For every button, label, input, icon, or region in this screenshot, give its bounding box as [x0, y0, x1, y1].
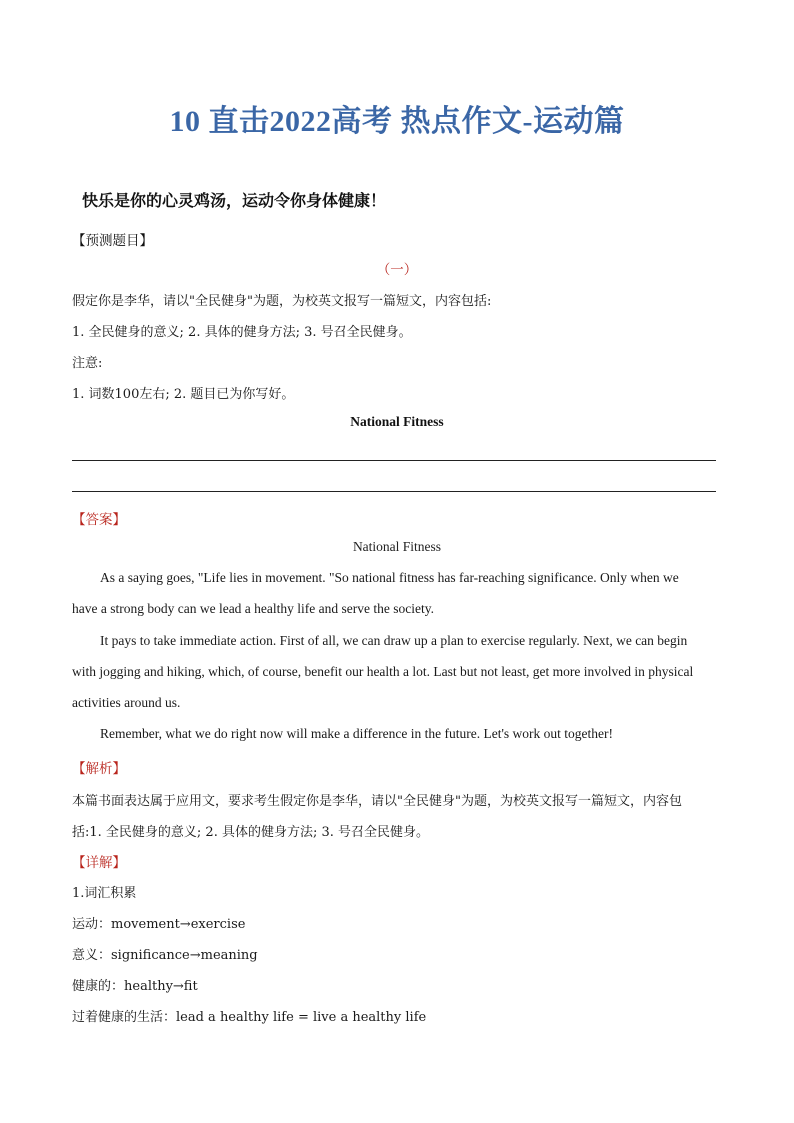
- vocab-heading: 1.词汇积累: [72, 886, 137, 901]
- answer-p2-line2: with jogging and hiking, which, of course, benefit our health a lot. Last but not least, get more involved in physical: [72, 664, 694, 679]
- writing-line-2: [72, 491, 716, 492]
- answer-heading: 【答案】: [72, 512, 126, 528]
- page-title: 10 直击2022高考 热点作文-运动篇: [169, 105, 625, 138]
- vocab-item: 过着健康的生活：lead a healthy life = live a healthy life: [72, 1010, 427, 1025]
- answer-essay-title: National Fitness: [352, 539, 442, 554]
- task-number: （一）: [376, 262, 418, 278]
- notice-label: 注意:: [72, 356, 103, 371]
- answer-p2-line1: It pays to take immediate action. First of all, we can draw up a plan to exercise regularly. Next, we can begin: [100, 633, 688, 648]
- task-essay-title: National Fitness: [350, 414, 444, 429]
- prediction-heading: 【预测题目】: [72, 233, 153, 249]
- task-line-1: 假定你是李华，请以"全民健身"为题，为校英文报写一篇短文，内容包括:: [72, 294, 492, 309]
- answer-p2-line3: activities around us.: [72, 695, 181, 710]
- notice-line: 1. 词数100左右; 2. 题目已为你写好。: [72, 387, 295, 402]
- task-line-2: 1. 全民健身的意义; 2. 具体的健身方法; 3. 号召全民健身。: [72, 325, 412, 340]
- analysis-heading: 【解析】: [72, 761, 126, 777]
- analysis-line-2: 括:1. 全民健身的意义; 2. 具体的健身方法; 3. 号召全民健身。: [72, 825, 430, 840]
- details-heading: 【详解】: [72, 855, 126, 871]
- writing-line-1: [72, 460, 716, 461]
- answer-p1-line1: As a saying goes, "Life lies in movement. "So national fitness has far-reaching significance. Only when we: [100, 570, 679, 585]
- answer-p3-line1: Remember, what we do right now will make a difference in the future. Let's work out together!: [100, 726, 613, 741]
- subtitle: 快乐是你的心灵鸡汤，运动令你身体健康！: [82, 191, 387, 210]
- vocab-item: 运动：movement→exercise: [72, 917, 246, 932]
- vocab-item: 健康的：healthy→fit: [72, 979, 198, 994]
- answer-p1-line2: have a strong body can we lead a healthy life and serve the society.: [72, 601, 434, 616]
- analysis-line-1: 本篇书面表达属于应用文，要求考生假定你是李华，请以"全民健身"为题，为校英文报写一篇短文，内容包: [72, 794, 682, 809]
- vocab-item: 意义：significance→meaning: [72, 948, 258, 963]
